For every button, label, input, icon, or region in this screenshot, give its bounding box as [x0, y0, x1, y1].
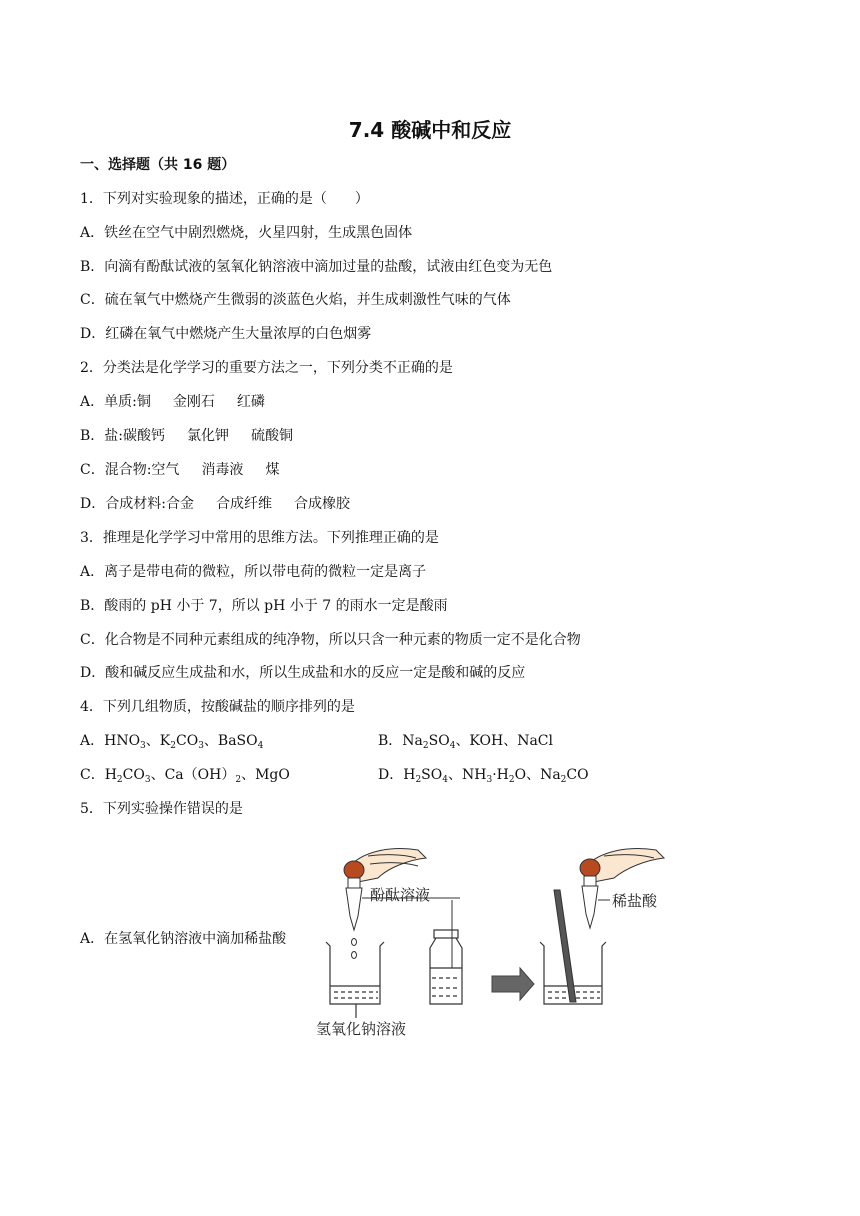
q3-option-b: B．酸雨的 pH 小于 7，所以 pH 小于 7 的雨水一定是酸雨 [80, 598, 448, 614]
q2-option-c-item: 消毒液 [201, 462, 244, 478]
q2-option-c-item: 煤 [265, 462, 280, 478]
drop-icon [352, 939, 357, 959]
dropper-icon [344, 861, 364, 930]
question-5-stem: 5．下列实验操作错误的是 [80, 801, 243, 817]
q2-option-b-item: 硫酸铜 [251, 428, 294, 444]
label-indicator: 酚酞溶液 [370, 886, 431, 904]
q2-option-d-item: 合成橡胶 [293, 496, 350, 512]
q4-option-a: A．$HNO_3$、$K_2CO_3$、BaSO$_4$ [80, 733, 264, 751]
q2-option-d-item: 合成纤维 [215, 496, 272, 512]
q5-option-a: A．在氢氧化钠溶液中滴加稀盐酸 [80, 931, 287, 947]
q2-option-b [80, 426, 293, 446]
dropper-icon [580, 859, 600, 928]
q2-option-d-label: D．合成材料:合金 [80, 496, 194, 512]
q2-option-a-label: A．单质:铜 [80, 394, 151, 410]
question-1-stem: 1．下列对实验现象的描述，正确的是（ ） [80, 191, 369, 207]
arrow-right-icon [492, 968, 534, 1000]
label-dilute-acid: 稀盐酸 [612, 892, 658, 910]
q1-option-d: D．红磷在氧气中燃烧产生大量浓厚的白色烟雾 [80, 326, 372, 342]
experiment-diagram [308, 838, 678, 1044]
q1-option-b: B．向滴有酚酞试液的氢氧化钠溶液中滴加过量的盐酸，试液由红色变为无色 [80, 259, 553, 275]
q2-option-a-item: 红磷 [236, 394, 265, 410]
q4-option-d: D．$H_2SO_4$、$NH_3\cdot H_2O$、$Na_2CO$ [378, 767, 589, 785]
question-2-stem: 2．分类法是化学学习的重要方法之一，下列分类不正确的是 [80, 360, 453, 376]
q3-option-d: D．酸和碱反应生成盐和水，所以生成盐和水的反应一定是酸和碱的反应 [80, 665, 526, 681]
q1-option-a: A．铁丝在空气中剧烈燃烧，火星四射，生成黑色固体 [80, 225, 413, 241]
section-heading: 一、选择题（共 16 题） [80, 157, 236, 173]
q3-option-c: C．化合物是不同种元素组成的纯净物，所以只含一种元素的物质一定不是化合物 [80, 632, 581, 648]
q2-option-a-item: 金刚石 [172, 394, 215, 410]
q2-option-d [80, 494, 350, 514]
glass-rod-icon [554, 890, 576, 1002]
label-base-solution: 氢氧化钠溶液 [316, 1020, 407, 1038]
q4-option-b: B．$Na_2SO_4$、KOH、NaCl [378, 733, 553, 751]
question-4-stem: 4．下列几组物质，按酸碱盐的顺序排列的是 [80, 699, 355, 715]
q1-option-c: C．硫在氧气中燃烧产生微弱的淡蓝色火焰，并生成刺激性气味的气体 [80, 292, 511, 308]
page-title: 7.4 酸碱中和反应 [348, 118, 512, 142]
q2-option-b-item: 氯化钾 [187, 428, 230, 444]
q2-option-c-label: C．混合物:空气 [80, 462, 180, 478]
q2-option-a [80, 392, 265, 412]
question-3-stem: 3．推理是化学学习中常用的思维方法。下列推理正确的是 [80, 530, 439, 546]
bottle-icon [430, 930, 462, 1004]
q2-option-b-label: B．盐:碳酸钙 [80, 428, 166, 444]
q2-option-c [80, 460, 279, 480]
q3-option-a: A．离子是带电荷的微粒，所以带电荷的微粒一定是离子 [80, 564, 427, 580]
q4-option-c: C．$H_2CO_3$、$Ca(OH)_2$、MgO [80, 767, 290, 785]
